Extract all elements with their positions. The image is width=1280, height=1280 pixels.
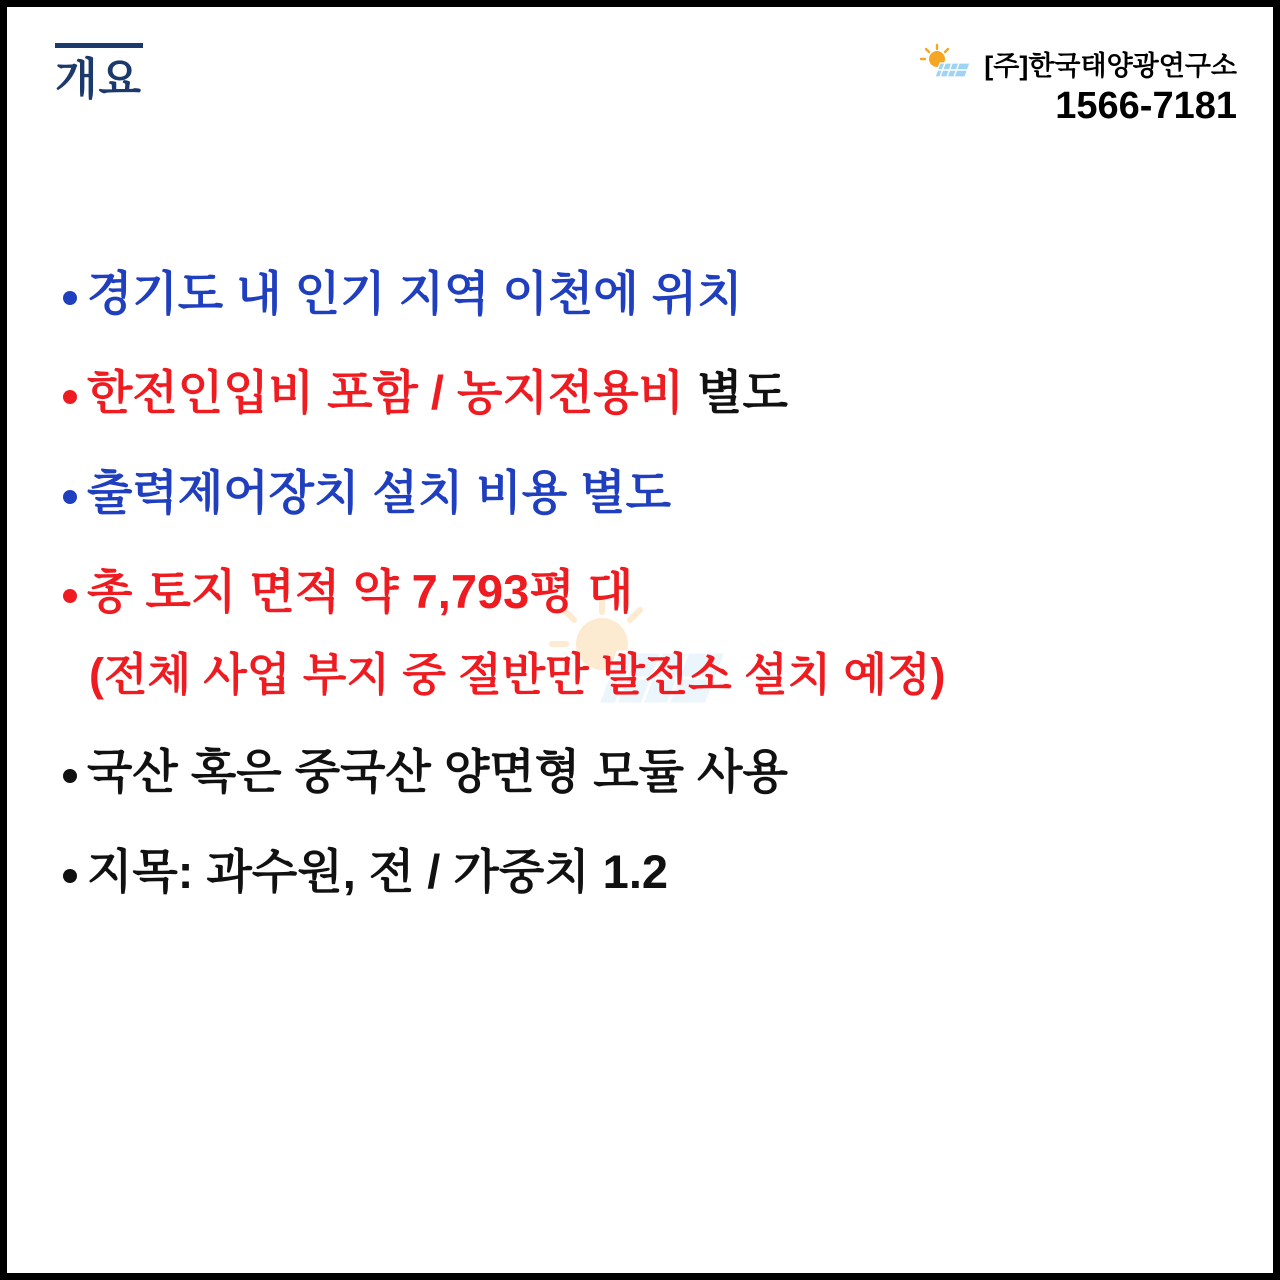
list-item [63,843,1233,900]
page-title [55,43,143,102]
list-item-label: 경기도 내 인기 지역 이천에 위치 [87,267,743,320]
bullet-dot-icon [63,291,77,305]
brand-phone-label: 1566-7181 [1055,85,1237,127]
list-item [63,265,1233,322]
bullet-dot-icon [63,390,77,404]
brand-name-label: [주]한국태양광연구소 [984,50,1237,81]
list-item [63,743,1233,800]
title-label: 개요 [55,55,143,104]
bullet-dot-icon [63,490,77,504]
bullet-dot-icon [63,869,77,883]
list-item-label: 출력제어장치 설치 비용 별도 [87,465,671,519]
list-item-label-tail: 별도 [697,366,788,420]
bullet-list [63,265,1233,942]
bullet-dot-icon [63,769,77,783]
list-item [63,464,1233,521]
list-item-label: 총 토지 면적 약 7,793평 대 [87,564,634,618]
list-item [63,364,1233,421]
sun-solar-panel-icon [918,43,974,83]
list-item-label: 한전인입비 포함 / 농지전용비 별도 [87,366,788,420]
list-item [63,563,1233,620]
list-item-subnote: (전체 사업 부지 중 절반만 발전소 설치 예정) [89,649,946,701]
bullet-dot-icon [63,589,77,603]
title-underline-rule [55,43,143,48]
list-item-label: 국산 혹은 중국산 양면형 모듈 사용 [87,745,788,799]
brand-block [918,43,1237,128]
list-item-label: 지목: 과수원, 전 / 가중치 1.2 [87,844,669,898]
